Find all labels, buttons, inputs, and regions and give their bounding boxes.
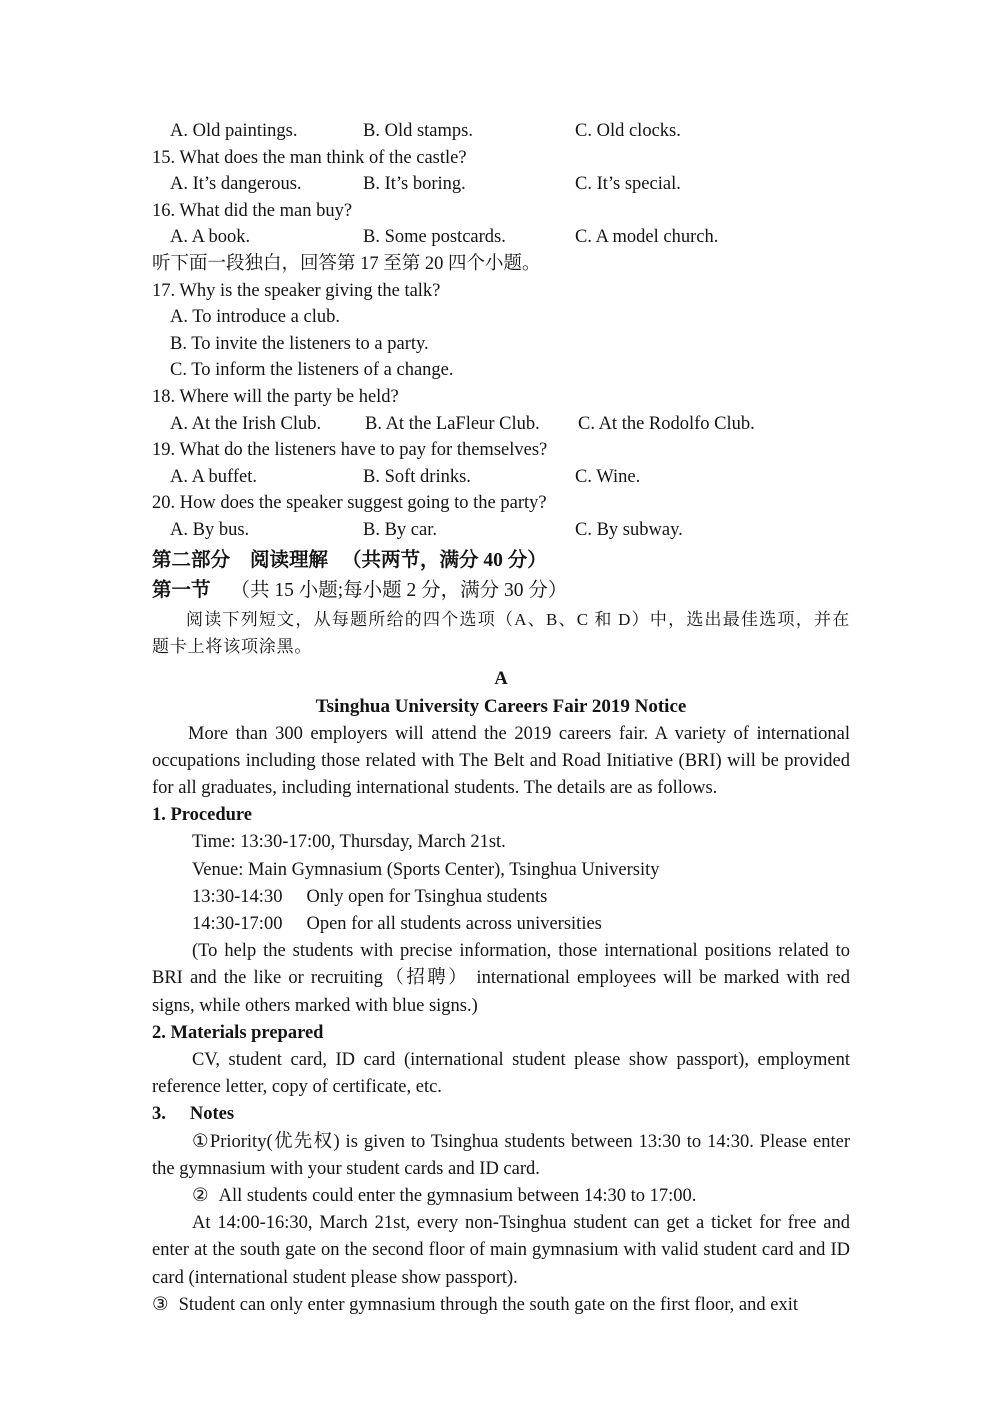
question-18-stem: 18. Where will the party be held? [152, 386, 399, 407]
part-two-score: （共两节，满分 40 分） [342, 549, 547, 571]
question-15-options [152, 171, 850, 198]
note-3-text: Student can only enter gymnasium through the south gate on the first floor, and exit [178, 1294, 798, 1315]
passage-letter: A [494, 668, 508, 689]
procedure-heading: 1. Procedure [152, 805, 253, 826]
procedure-venue: Venue: Main Gymnasium (Sports Center), Tsinghua University [192, 859, 660, 880]
question-16-options [152, 224, 850, 251]
slot-2-description: Open for all students across universities [306, 913, 602, 934]
note-item-2-extra: At 14:00-16:30, March 21st, every non-Tsinghua student can get a ticket for free and enter at the south gate on the second floor of main gymnasium with valid student card and ID card (international student please show passport). [152, 1213, 850, 1288]
monologue-instruction: 听下面一段独白，回答第 17 至第 20 四个小题。 [152, 253, 541, 274]
option-a: A. By bus. [170, 519, 250, 540]
question-17-option-a: A. To introduce a club. [170, 307, 340, 328]
section-one-label: 第一节 [152, 579, 211, 601]
option-c: C. A model church. [575, 227, 719, 248]
question-20-options [152, 517, 850, 544]
notes-number: 3. [152, 1104, 166, 1125]
slot-1-time: 13:30-14:30 [192, 886, 283, 907]
note-2-marker: ② [192, 1185, 209, 1206]
option-a: A. At the Irish Club. [170, 413, 322, 434]
note-item-1: ①Priority(优先权) is given to Tsinghua students between 13:30 to 14:30. Please enter the gymnasium with your student cards and ID card. [152, 1131, 850, 1179]
question-19-stem: 19. What do the listeners have to pay for themselves? [152, 440, 548, 461]
option-c: C. By subway. [575, 519, 683, 540]
procedure-slot-2 [152, 911, 850, 938]
option-b: B. At the LaFleur Club. [365, 413, 540, 434]
question-16-stem: 16. What did the man buy? [152, 200, 353, 221]
part-two-title: 阅读理解 [250, 549, 329, 571]
section-one-heading [152, 576, 850, 605]
option-c: C. Wine. [575, 466, 641, 487]
option-b: B. Old stamps. [363, 121, 473, 141]
option-b: B. Soft drinks. [363, 466, 471, 487]
option-b: B. By car. [363, 519, 437, 540]
option-c: C. It’s special. [575, 174, 681, 195]
question-17-option-c: C. To inform the listeners of a change. [170, 360, 454, 381]
section-one-score: （共 15 小题;每小题 2 分，满分 30 分） [230, 579, 568, 601]
procedure-note: (To help the students with precise information, those international positions related to BRI and the like or recruiting（招聘） international employees will be marked with red signs, while others marked with blue signs.) [152, 941, 850, 1016]
materials-heading: 2. Materials prepared [152, 1022, 324, 1043]
passage-intro: More than 300 employers will attend the 2019 careers fair. A variety of international occupations including those related with The Belt and Road Initiative (BRI) will be provided for all graduates, including international students. The details are as follows. [152, 723, 850, 798]
option-c: C. At the Rodolfo Club. [578, 413, 755, 434]
note-2-text: All students could enter the gymnasium between 14:30 to 17:00. [218, 1185, 697, 1206]
slot-2-time: 14:30-17:00 [192, 913, 283, 934]
notes-label: Notes [189, 1104, 235, 1125]
option-a: A. A book. [170, 227, 251, 248]
question-19-options [152, 464, 850, 491]
part-two-heading [152, 546, 850, 576]
option-b: B. Some postcards. [363, 227, 506, 248]
question-17-option-b: B. To invite the listeners to a party. [170, 333, 429, 354]
question-18-options [152, 411, 850, 438]
option-a: A. It’s dangerous. [170, 174, 302, 195]
notes-heading [152, 1101, 850, 1128]
question-17-stem: 17. Why is the speaker giving the talk? [152, 280, 441, 301]
procedure-slot-1 [152, 884, 850, 911]
question-15-stem: 15. What does the man think of the castle? [152, 147, 467, 168]
note-item-2 [152, 1183, 850, 1210]
reading-instruction: 阅读下列短文，从每题所给的四个选项（A、B、C 和 D）中，选出最佳选项，并在题卡上将该项涂黑。 [152, 609, 850, 656]
slot-1-description: Only open for Tsinghua students [306, 886, 548, 907]
page-content [152, 118, 850, 1319]
procedure-time: Time: 13:30-17:00, Thursday, March 21st. [192, 832, 506, 853]
option-c: C. Old clocks. [575, 121, 681, 141]
passage-title: Tsinghua University Careers Fair 2019 Notice [315, 695, 687, 717]
question-20-stem: 20. How does the speaker suggest going to the party? [152, 493, 547, 514]
option-a: A. A buffet. [170, 466, 258, 487]
question-14-options [152, 118, 850, 145]
note-3-marker: ③ [152, 1294, 169, 1315]
option-a: A. Old paintings. [170, 121, 298, 141]
option-b: B. It’s boring. [363, 174, 466, 195]
materials-body: CV, student card, ID card (international student please show passport), employment reference letter, copy of certificate, etc. [152, 1049, 850, 1098]
note-item-3 [152, 1292, 850, 1319]
part-two-label: 第二部分 [152, 549, 231, 571]
